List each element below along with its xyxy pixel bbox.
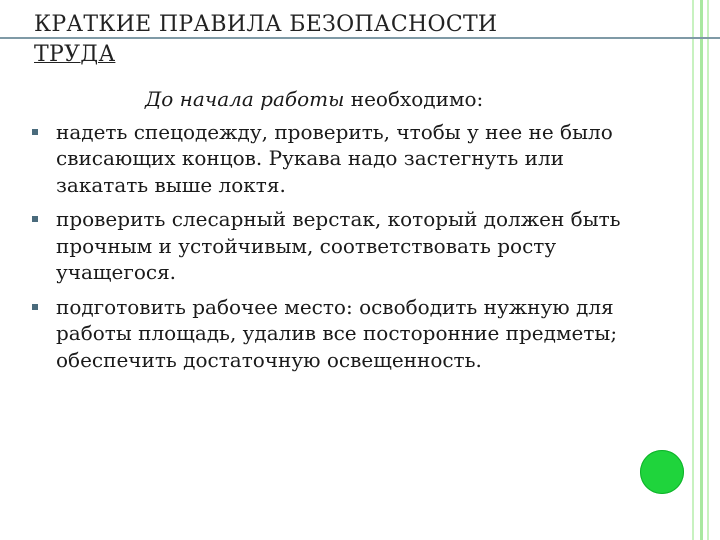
list-item <box>30 119 630 199</box>
title-line-2: ТРУДА <box>34 42 116 67</box>
list-item-text: проверить слесарный верстак, который должен быть прочным и устойчивым, соответствовать росту учащегося. <box>56 207 621 284</box>
intro-italic: До начала работы <box>145 87 345 111</box>
page-title <box>34 10 674 70</box>
intro-text <box>145 86 630 113</box>
list-item-text: подготовить рабочее место: освободить нужную для работы площадь, удалив все посторонние предметы; обеспечить достаточную освещенность. <box>56 294 618 372</box>
list-item <box>30 206 630 286</box>
slide-content <box>30 86 630 381</box>
title-divider <box>0 37 720 39</box>
green-circle-icon <box>640 450 684 494</box>
rules-list <box>30 119 630 374</box>
decorative-bar-1 <box>692 0 694 540</box>
list-item-text: надеть спецодежду, проверить, чтобы у нее не было свисающих концов. Рукава надо застегнуть или закатать выше локтя. <box>56 119 613 197</box>
intro-rest: необходимо: <box>344 87 484 111</box>
decorative-bar-3 <box>707 0 709 540</box>
square-bullet-icon <box>32 304 38 310</box>
title-line-1: КРАТКИЕ ПРАВИЛА БЕЗОПАСНОСТИ <box>34 12 498 37</box>
square-bullet-icon <box>32 216 38 222</box>
square-bullet-icon <box>32 129 38 135</box>
decorative-bar-2 <box>700 0 703 540</box>
list-item <box>30 294 630 374</box>
